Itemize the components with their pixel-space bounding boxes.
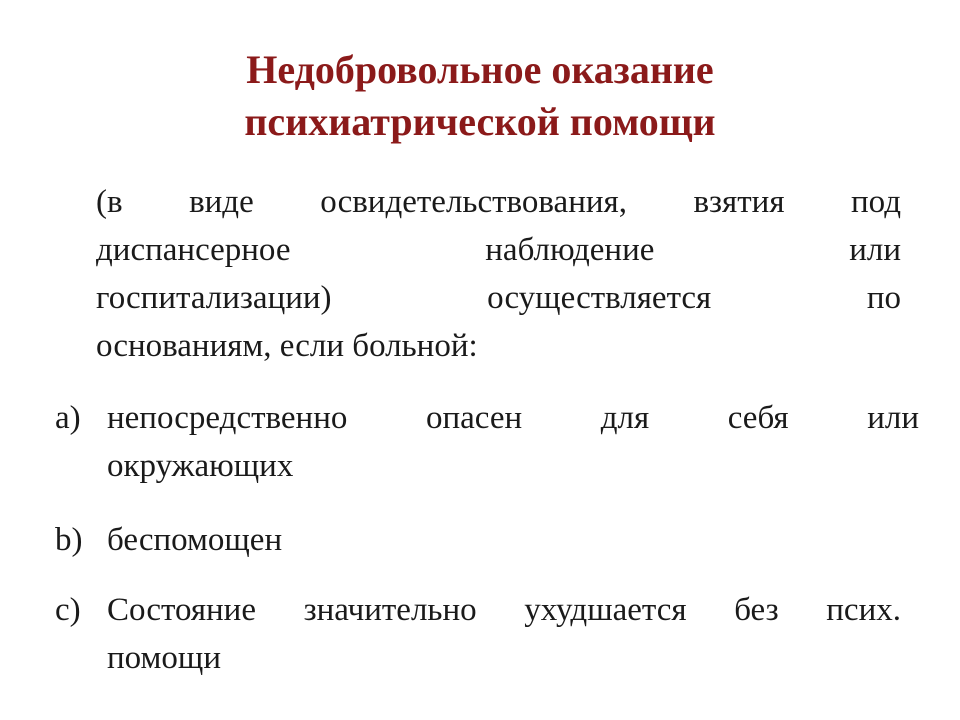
- list-marker: b): [55, 522, 83, 558]
- list-item-b: [55, 516, 901, 564]
- list-marker: a): [55, 400, 81, 436]
- list-item-text: [107, 516, 901, 564]
- intro-paragraph: [96, 178, 901, 370]
- list-marker: c): [55, 592, 81, 628]
- title-line-1: Недобровольное оказание: [246, 47, 714, 92]
- list-item-text: [107, 586, 901, 682]
- list-item-line: непосредственно опасен для себя или: [107, 400, 919, 436]
- intro-line: основаниям, если больной:: [96, 328, 478, 364]
- slide-title: [0, 44, 960, 148]
- list-item-line: Состояние значительно ухудшается без псих.: [107, 592, 901, 628]
- list-item-line: помощи: [107, 640, 221, 676]
- intro-line: (в виде освидетельствования, взятия под: [96, 184, 901, 220]
- intro-line: диспансерное наблюдение или: [96, 232, 901, 268]
- intro-line: госпитализации) осуществляется по: [96, 280, 901, 316]
- list-item-a: [55, 394, 919, 490]
- list-item-c: [55, 586, 901, 682]
- list-item-text: [107, 394, 919, 490]
- list-item-line: окружающих: [107, 448, 294, 484]
- list-item-line: беспомощен: [107, 522, 283, 558]
- title-line-2: психиатрической помощи: [244, 99, 716, 144]
